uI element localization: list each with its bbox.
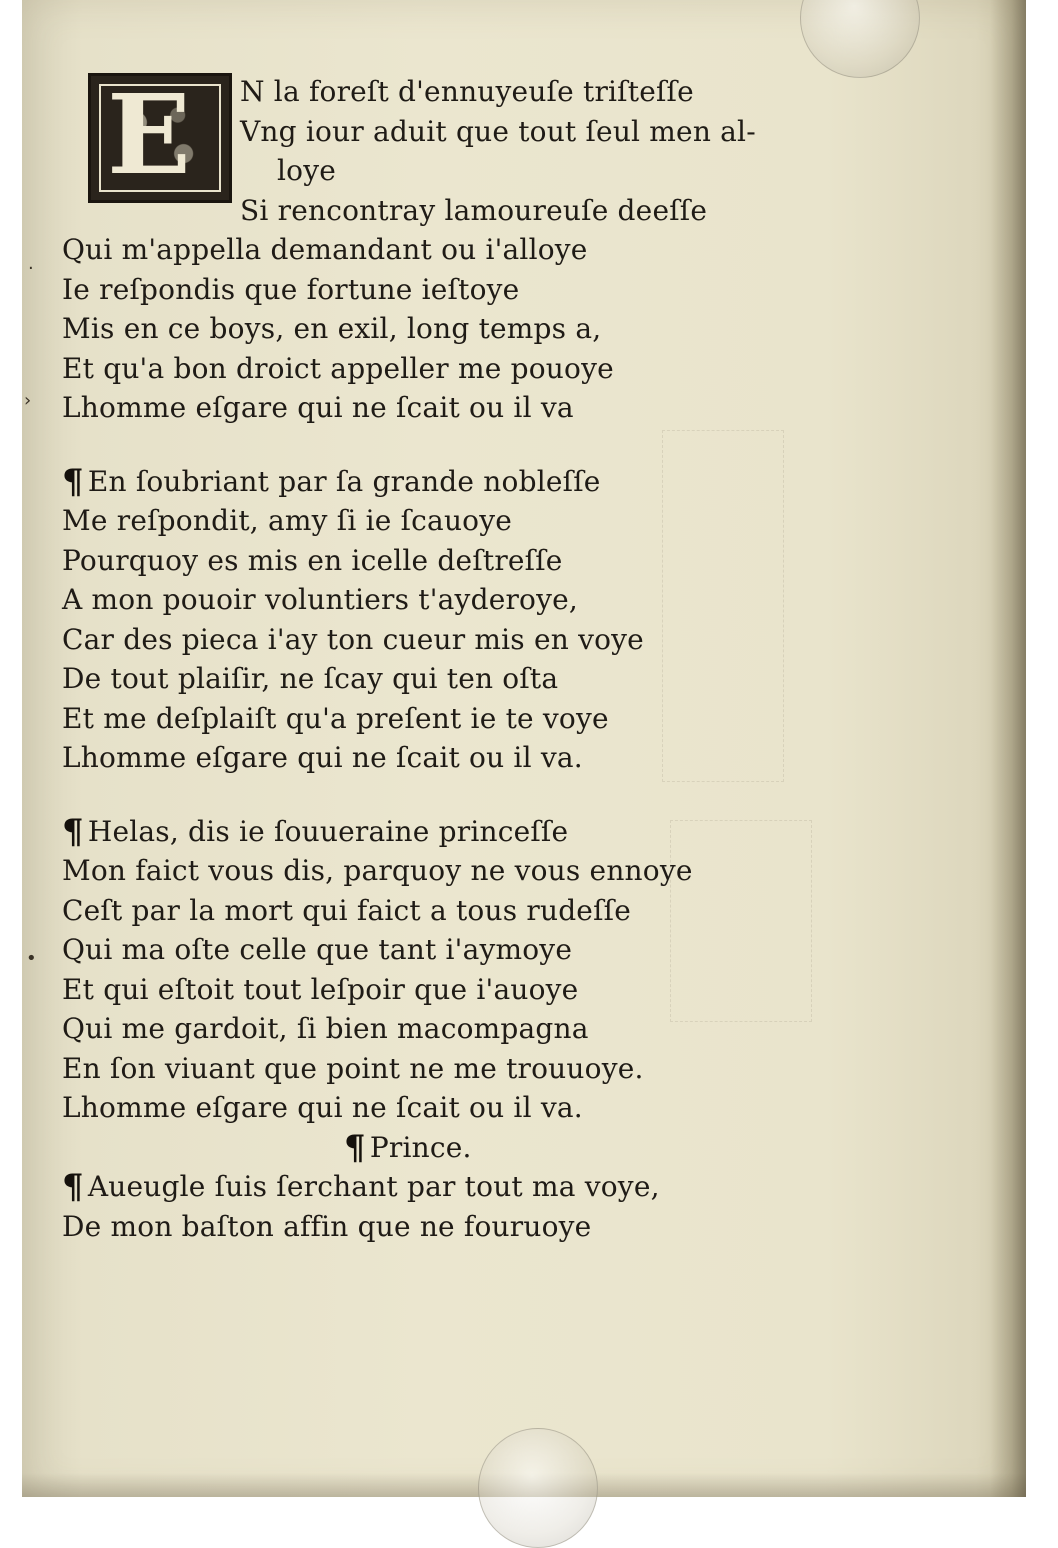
verse-line: Et me deſplaiſt qu'a preſent ie te voye	[62, 701, 609, 735]
envoi	[62, 1128, 762, 1247]
pilcrow-icon: ¶	[62, 461, 84, 502]
verse-line-first	[62, 462, 762, 502]
stanza-gap	[62, 778, 762, 812]
margin-speck: ·	[28, 258, 34, 279]
verse-line: Lhomme eſgare qui ne ſcait ou il va.	[62, 1091, 583, 1124]
verse-line: Lhomme eſgare qui ne ſcait ou il va	[62, 391, 574, 424]
pilcrow-icon: ¶	[62, 1167, 84, 1207]
verse-line-first	[62, 812, 762, 852]
verse-line: Vng iour aduit que tout ſeul men al-	[240, 114, 756, 148]
verse-line: Ceſt par la mort qui faict a tous rudeſſe	[62, 893, 631, 927]
verse-line: En ſon viuant que point ne me trouuoye.	[62, 1051, 644, 1085]
verse-line: Lhomme eſgare qui ne ſcait ou il va.	[62, 741, 583, 774]
pilcrow-icon: ¶	[62, 811, 84, 852]
verse-line: N la foreſt d'ennuyeuſe triſteſſe	[240, 75, 694, 108]
verse-line: Mis en ce boys, en exil, long temps a,	[62, 312, 602, 345]
margin-speck: •	[26, 948, 37, 969]
verse-line: A mon pouoir voluntiers t'ayderoye,	[62, 583, 578, 616]
pilcrow-icon: ¶	[344, 1127, 366, 1168]
verse-line: Qui m'appella demandant ou i'alloye	[62, 233, 588, 266]
page-edge-shadow	[990, 0, 1026, 1497]
verse-line: Car des pieca i'ay ton cueur mis en voye	[62, 622, 644, 656]
drop-cap-letter: E	[107, 70, 191, 199]
verse-line: Et qu'a bon droict appeller me pouoye	[62, 351, 614, 385]
envoi-heading-text: Prince.	[369, 1130, 472, 1164]
verse-line: De tout plaiſir, ne ſcay qui ten oſta	[62, 662, 559, 695]
verse-line: De mon baſton affin que ne fouruoye	[62, 1209, 592, 1243]
stanza-2	[62, 462, 762, 778]
verse-line: Et qui eſtoit tout leſpoir que i'auoye	[62, 972, 579, 1006]
envoi-heading	[62, 1128, 762, 1168]
verse-line: Qui ma oſte celle que tant i'aymoye	[62, 933, 573, 966]
verse-line-text: Helas, dis ie ſouueraine princeſſe	[87, 814, 569, 848]
verse-line-text: En ſoubriant par ſa grande nobleſſe	[87, 464, 601, 498]
verse-line: Mon faict vous dis, parquoy ne vous ennoye	[62, 854, 693, 887]
stanza-gap	[62, 428, 762, 462]
verse-line: Si rencontray lamoureuſe deeſſe	[240, 193, 708, 227]
poem-text	[62, 72, 762, 1246]
verse-line-text: Aueugle ſuis ſerchant par tout ma voye,	[87, 1170, 660, 1203]
verse-line: Qui me gardoit, ſi bien macompagna	[62, 1012, 589, 1045]
page-clip-bottom	[478, 1428, 598, 1548]
verse-line: Ie reſpondis que fortune ieſtoye	[62, 272, 520, 306]
verse-line: Pourquoy es mis en icelle deſtreſſe	[62, 543, 563, 577]
verse-line: loye	[277, 154, 337, 187]
verse-line: Me reſpondit, amy ſi ie ſcauoye	[62, 504, 513, 537]
margin-speck: ›	[24, 390, 32, 411]
verse-line-first	[62, 1167, 762, 1207]
stanza-3	[62, 812, 762, 1128]
stanza-1	[62, 72, 762, 428]
